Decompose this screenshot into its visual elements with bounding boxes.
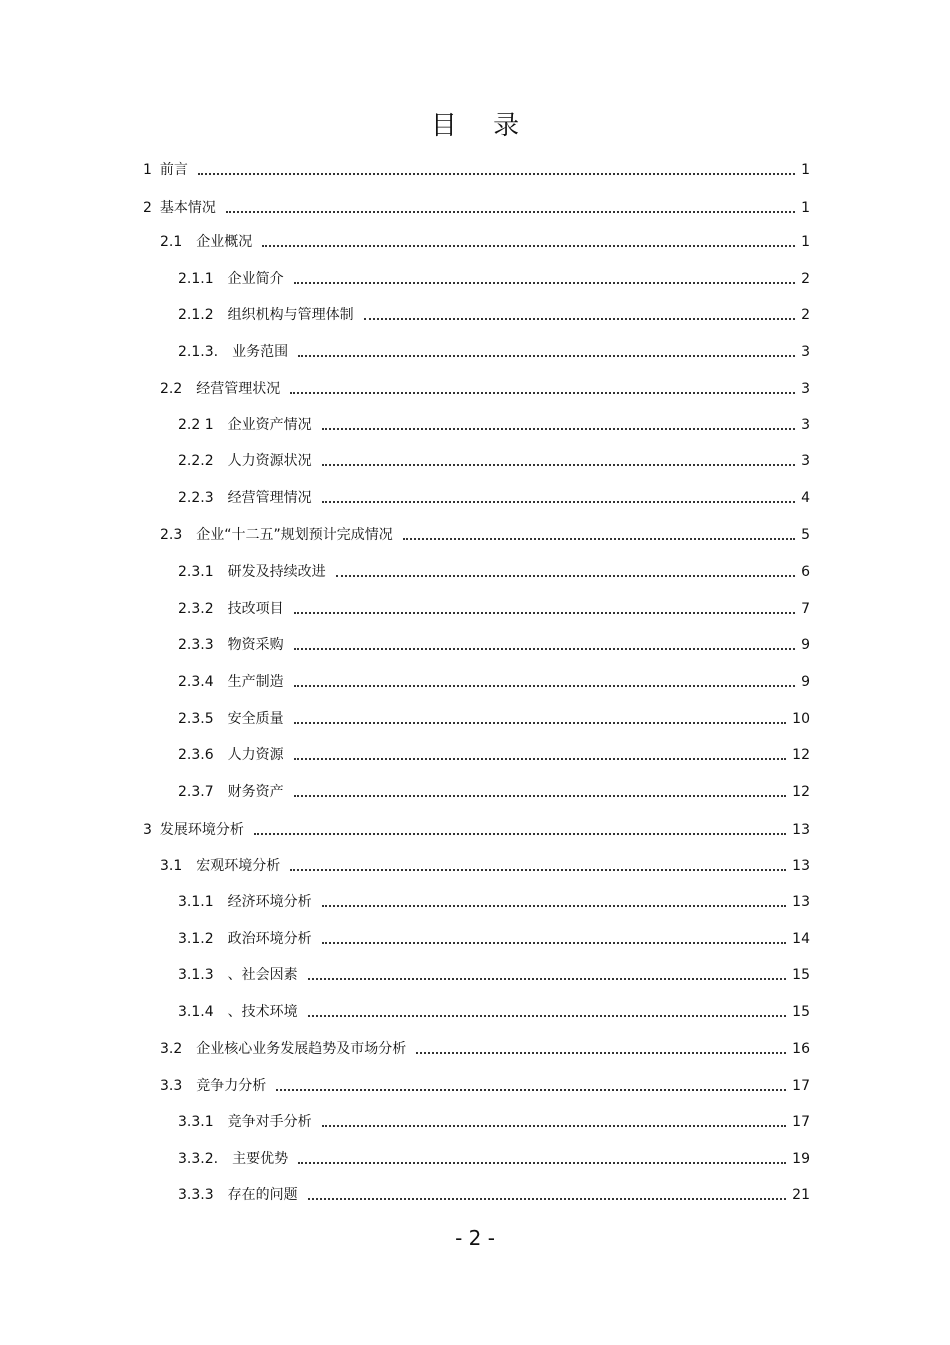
toc-entry-page: 5 (801, 527, 810, 543)
toc-entry-page: 13 (792, 858, 810, 874)
toc-entry-number: 2 (143, 200, 152, 216)
toc-entry[interactable] (160, 376, 810, 398)
toc-entry-page: 1 (801, 162, 810, 178)
toc-dot-leader (308, 1198, 787, 1200)
toc-entry-title: 生产制造 (227, 674, 284, 690)
toc-entry-title: 企业概况 (196, 234, 253, 250)
toc-entry[interactable] (178, 266, 810, 288)
toc-entry-number: 2.2 1 (178, 417, 214, 433)
toc-entry-title: 人力资源状况 (227, 453, 312, 469)
toc-entry-page: 3 (801, 417, 810, 433)
toc-entry-title: 经营管理状况 (196, 381, 281, 397)
toc-entry-page: 3 (801, 453, 810, 469)
toc-entry-number: 2.1.3. (178, 344, 219, 360)
toc-entry[interactable] (178, 559, 810, 581)
toc-dot-leader (276, 1089, 786, 1091)
toc-entry-page: 3 (801, 381, 810, 397)
toc-entry-number: 3 (143, 822, 152, 838)
toc-dot-leader (308, 978, 787, 980)
toc-entry-page: 4 (801, 490, 810, 506)
toc-entry-number: 3.1.2 (178, 931, 214, 947)
toc-entry[interactable] (160, 1036, 810, 1058)
toc-dot-leader (262, 245, 795, 247)
page-number: - 2 - (455, 1226, 495, 1250)
toc-entry-number: 2.3.6 (178, 747, 214, 763)
toc-entry-page: 2 (801, 271, 810, 287)
toc-entry-number: 2.2 (160, 381, 183, 397)
toc-entry-page: 1 (801, 200, 810, 216)
toc-entry[interactable] (178, 412, 810, 434)
toc-entry-number: 2.3.7 (178, 784, 214, 800)
toc-entry-title: 人力资源 (227, 747, 284, 763)
toc-entry-title: 企业资产情况 (227, 417, 312, 433)
toc-dot-leader (226, 211, 795, 213)
toc-entry-page: 17 (792, 1114, 810, 1130)
toc-dot-leader (403, 538, 795, 540)
toc-entry[interactable] (178, 999, 810, 1021)
toc-entry[interactable] (178, 632, 810, 654)
toc-entry-number: 2.1.1 (178, 271, 214, 287)
toc-entry-number: 3.3.1 (178, 1114, 214, 1130)
toc-entry-page: 13 (792, 894, 810, 910)
toc-entry-number: 2.3.5 (178, 711, 214, 727)
toc-dot-leader (298, 1162, 786, 1164)
toc-entry-title: 企业“十二五”规划预计完成情况 (196, 527, 393, 543)
toc-entry-page: 21 (792, 1187, 810, 1203)
toc-entry[interactable] (178, 926, 810, 948)
toc-dot-leader (294, 758, 787, 760)
toc-dot-leader (298, 355, 795, 357)
toc-entry-number: 2.3.1 (178, 564, 214, 580)
toc-entry-page: 13 (792, 822, 810, 838)
toc-entry[interactable] (160, 229, 810, 251)
toc-dot-leader (322, 905, 787, 907)
toc-entry-page: 17 (792, 1078, 810, 1094)
toc-dot-leader (322, 428, 795, 430)
toc-entry-page: 1 (801, 234, 810, 250)
toc-entry[interactable] (143, 817, 810, 839)
toc-entry-number: 1 (143, 162, 152, 178)
toc-entry-page: 12 (792, 784, 810, 800)
toc-dot-leader (294, 685, 795, 687)
toc-entry-number: 2.1 (160, 234, 183, 250)
toc-entry[interactable] (178, 302, 810, 324)
toc-entry-number: 2.2.3 (178, 490, 214, 506)
toc-entry-title: 、技术环境 (227, 1004, 298, 1020)
toc-dot-leader (294, 795, 787, 797)
toc-entry-title: 竞争力分析 (196, 1078, 267, 1094)
toc-entry-title: 企业简介 (227, 271, 284, 287)
toc-dot-leader (290, 392, 795, 394)
toc-entry-page: 7 (801, 601, 810, 617)
toc-entry-title: 企业核心业务发展趋势及市场分析 (196, 1041, 407, 1057)
toc-dot-leader (198, 173, 795, 175)
toc-entry-page: 6 (801, 564, 810, 580)
toc-entry-number: 2.1.2 (178, 307, 214, 323)
toc-entry-number: 3.1 (160, 858, 183, 874)
toc-entry-page: 12 (792, 747, 810, 763)
page-title: 目 录 (430, 111, 534, 141)
toc-dot-leader (364, 318, 795, 320)
toc-entry-page: 9 (801, 674, 810, 690)
toc-entry-number: 2.2.2 (178, 453, 214, 469)
toc-entry-number: 2.3.2 (178, 601, 214, 617)
toc-entry-page: 15 (792, 1004, 810, 1020)
toc-dot-leader (336, 575, 795, 577)
toc-entry-page: 2 (801, 307, 810, 323)
toc-entry-title: 主要优势 (232, 1151, 289, 1167)
toc-entry-title: 物资采购 (227, 637, 284, 653)
toc-dot-leader (254, 833, 786, 835)
toc-entry-number: 3.1.4 (178, 1004, 214, 1020)
toc-entry-number: 2.3.3 (178, 637, 214, 653)
toc-entry-number: 3.3 (160, 1078, 183, 1094)
toc-entry[interactable] (178, 339, 810, 361)
toc-entry-title: 前言 (159, 162, 188, 178)
toc-entry[interactable] (178, 596, 810, 618)
toc-entry-number: 2.3.4 (178, 674, 214, 690)
toc-entry[interactable] (143, 195, 810, 217)
toc-entry-title: 安全质量 (227, 711, 284, 727)
toc-dot-leader (322, 1125, 787, 1127)
toc-dot-leader (294, 722, 787, 724)
toc-dot-leader (294, 282, 795, 284)
toc-entry-title: 组织机构与管理体制 (227, 307, 354, 323)
toc-entry[interactable] (178, 779, 810, 801)
toc-entry-title: 技改项目 (227, 601, 284, 617)
toc-entry-page: 15 (792, 967, 810, 983)
toc-entry[interactable] (143, 157, 810, 179)
toc-entry-page: 9 (801, 637, 810, 653)
toc-entry-title: 财务资产 (227, 784, 284, 800)
toc-entry-title: 基本情况 (159, 200, 216, 216)
toc-entry-page: 3 (801, 344, 810, 360)
toc-entry-title: 、社会因素 (227, 967, 298, 983)
toc-entry-number: 3.1.1 (178, 894, 214, 910)
toc-entry-title: 宏观环境分析 (196, 858, 281, 874)
toc-entry[interactable] (178, 889, 810, 911)
toc-entry[interactable] (160, 522, 810, 544)
toc-dot-leader (322, 464, 795, 466)
toc-entry[interactable] (178, 706, 810, 728)
toc-entry-number: 3.1.3 (178, 967, 214, 983)
toc-dot-leader (294, 648, 795, 650)
toc-dot-leader (308, 1015, 787, 1017)
toc-entry-page: 19 (792, 1151, 810, 1167)
toc-entry-title: 政治环境分析 (227, 931, 312, 947)
toc-entry-number: 3.2 (160, 1041, 183, 1057)
toc-entry-page: 14 (792, 931, 810, 947)
toc-entry-title: 经济环境分析 (227, 894, 312, 910)
toc-entry-title: 竞争对手分析 (227, 1114, 312, 1130)
toc-dot-leader (294, 612, 795, 614)
toc-entry-title: 经营管理情况 (227, 490, 312, 506)
toc-entry[interactable] (178, 1182, 810, 1204)
toc-entry-title: 发展环境分析 (159, 822, 244, 838)
toc-entry[interactable] (178, 962, 810, 984)
toc-entry[interactable] (178, 485, 810, 507)
toc-dot-leader (322, 501, 795, 503)
toc-entry-number: 3.3.3 (178, 1187, 214, 1203)
toc-entry-title: 存在的问题 (227, 1187, 298, 1203)
toc-entry[interactable] (178, 1146, 810, 1168)
toc-entry[interactable] (178, 1109, 810, 1131)
toc-entry-page: 16 (792, 1041, 810, 1057)
toc-entry[interactable] (160, 1073, 810, 1095)
toc-entry[interactable] (178, 742, 810, 764)
toc-entry-title: 业务范围 (232, 344, 289, 360)
toc-dot-leader (290, 869, 786, 871)
toc-dot-leader (416, 1052, 786, 1054)
toc-entry[interactable] (178, 448, 810, 470)
toc-dot-leader (322, 942, 787, 944)
toc-entry-title: 研发及持续改进 (227, 564, 326, 580)
toc-entry-page: 10 (792, 711, 810, 727)
toc-entry[interactable] (178, 669, 810, 691)
toc-entry-number: 3.3.2. (178, 1151, 219, 1167)
toc-entry-number: 2.3 (160, 527, 183, 543)
toc-entry[interactable] (160, 853, 810, 875)
